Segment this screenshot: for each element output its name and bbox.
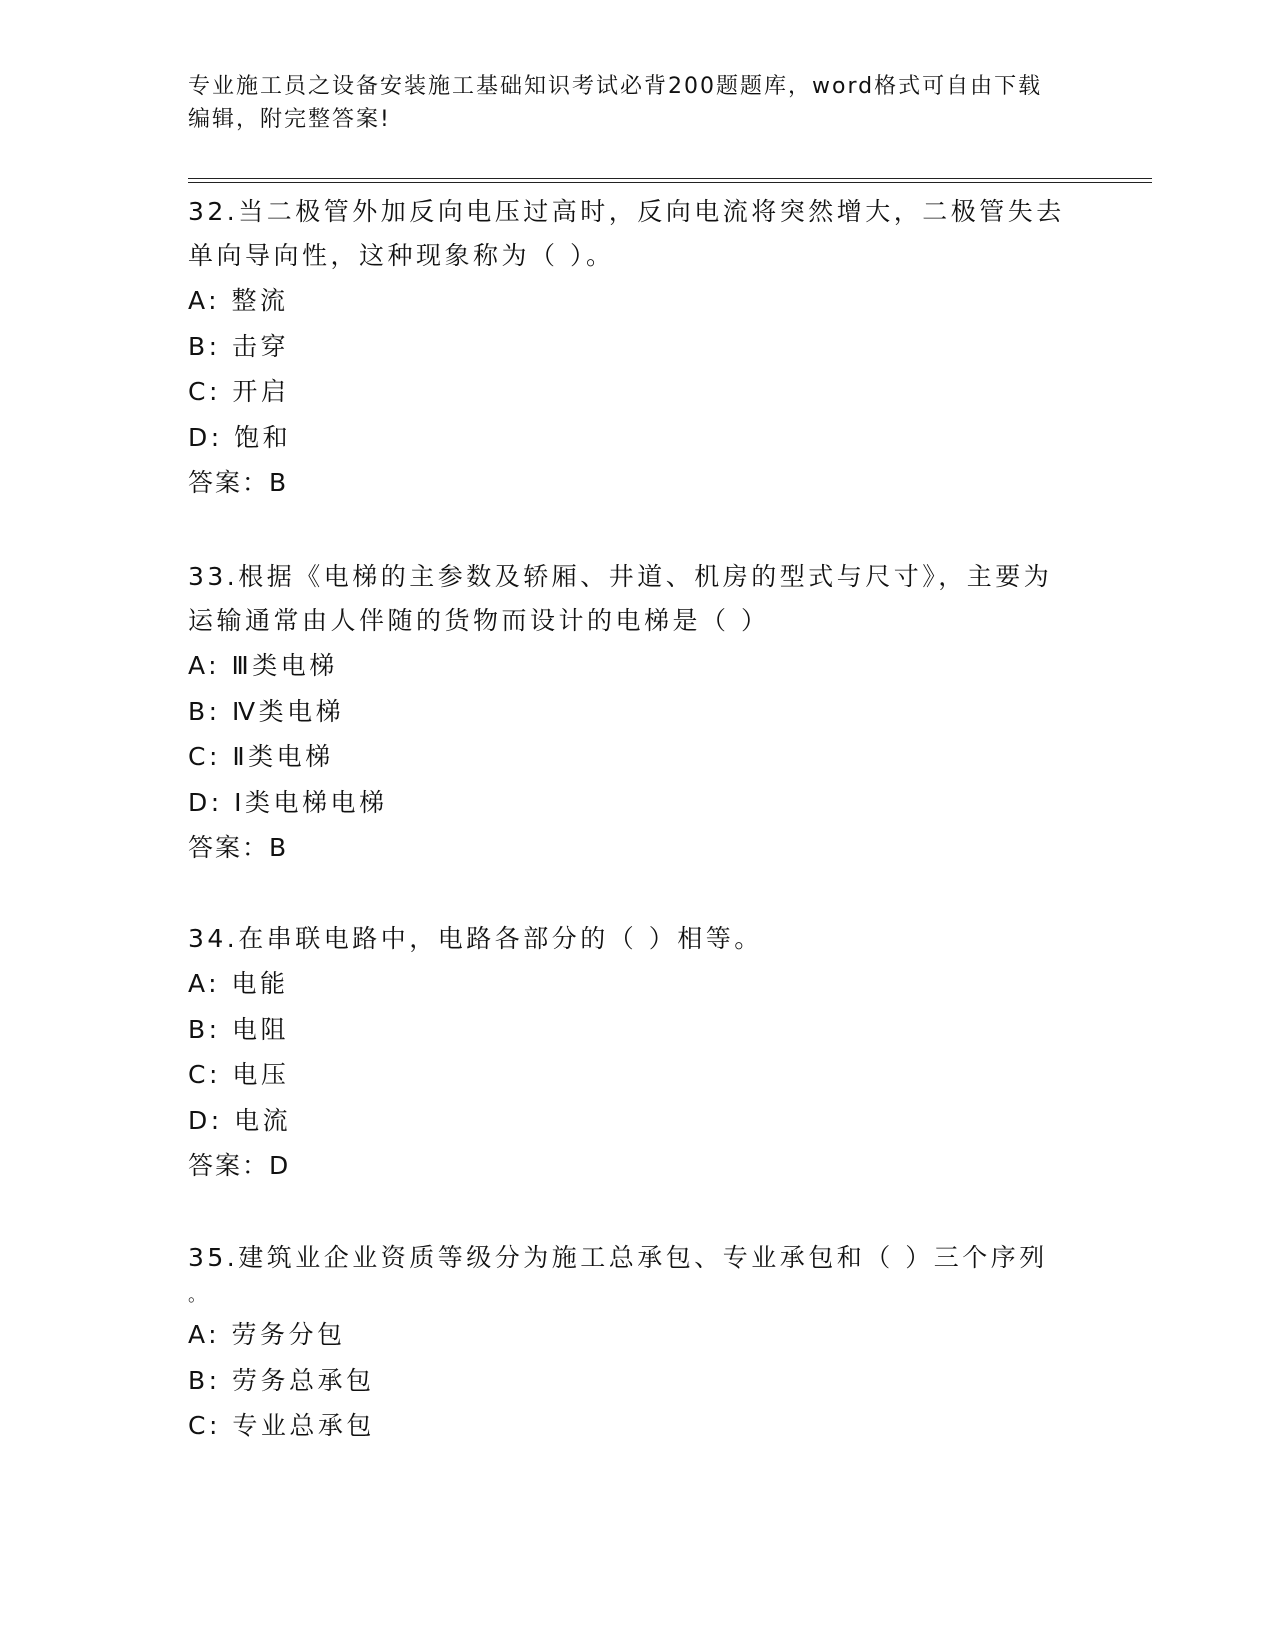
answer-line: 答案：B <box>188 468 289 497</box>
document-header <box>188 70 1088 136</box>
question-34 <box>188 917 1088 1188</box>
option-d: D: Ⅰ类电梯电梯 <box>188 787 388 817</box>
question-stem-line-2: 运输通常由人伴随的货物而设计的电梯是（ ） <box>188 606 770 635</box>
question-stem-line-1: 32.当二极管外加反向电压过高时，反向电流将突然增大，二极管失去 <box>188 197 1065 226</box>
option-a: A: Ⅲ类电梯 <box>188 651 338 680</box>
option-b: B: 劳务总承包 <box>188 1365 375 1395</box>
header-rule-bottom <box>188 182 1152 183</box>
option-c: C: 开启 <box>188 377 290 406</box>
option-a: A: 电能 <box>188 969 289 998</box>
option-a: A: 整流 <box>188 286 289 315</box>
question-stem-line-2: 。 <box>188 1285 206 1306</box>
question-stem-line-2: 单向导向性，这种现象称为（ ）。 <box>188 241 615 270</box>
question-stem-line-1: 35.建筑业企业资质等级分为施工总承包、专业承包和（ ）三个序列 <box>188 1243 1048 1272</box>
question-35 <box>188 1236 1088 1449</box>
option-c: C: Ⅱ类电梯 <box>188 742 334 771</box>
question-stem-line-1: 33.根据《电梯的主参数及轿厢、井道、机房的型式与尺寸》，主要为 <box>188 562 1053 591</box>
answer-line: 答案：D <box>188 1151 291 1180</box>
option-d: D: 饱和 <box>188 422 292 452</box>
option-b: B: 击穿 <box>188 331 290 361</box>
header-title-line-1: 专业施工员之设备安装施工基础知识考试必背200题题库，word格式可自由下载 <box>188 74 1043 99</box>
option-b: B: 电阻 <box>188 1014 290 1044</box>
header-title-line-2: 编辑，附完整答案! <box>188 107 391 132</box>
question-stem-line-1: 34.在串联电路中，电路各部分的（ ）相等。 <box>188 924 763 953</box>
header-rule-top <box>188 178 1152 179</box>
option-c: C: 专业总承包 <box>188 1411 375 1440</box>
question-33 <box>188 555 1088 870</box>
option-a: A: 劳务分包 <box>188 1320 346 1349</box>
answer-line: 答案：B <box>188 833 289 862</box>
option-c: C: 电压 <box>188 1060 290 1089</box>
question-32 <box>188 190 1088 505</box>
option-b: B: Ⅳ类电梯 <box>188 696 345 726</box>
option-d: D: 电流 <box>188 1105 292 1135</box>
